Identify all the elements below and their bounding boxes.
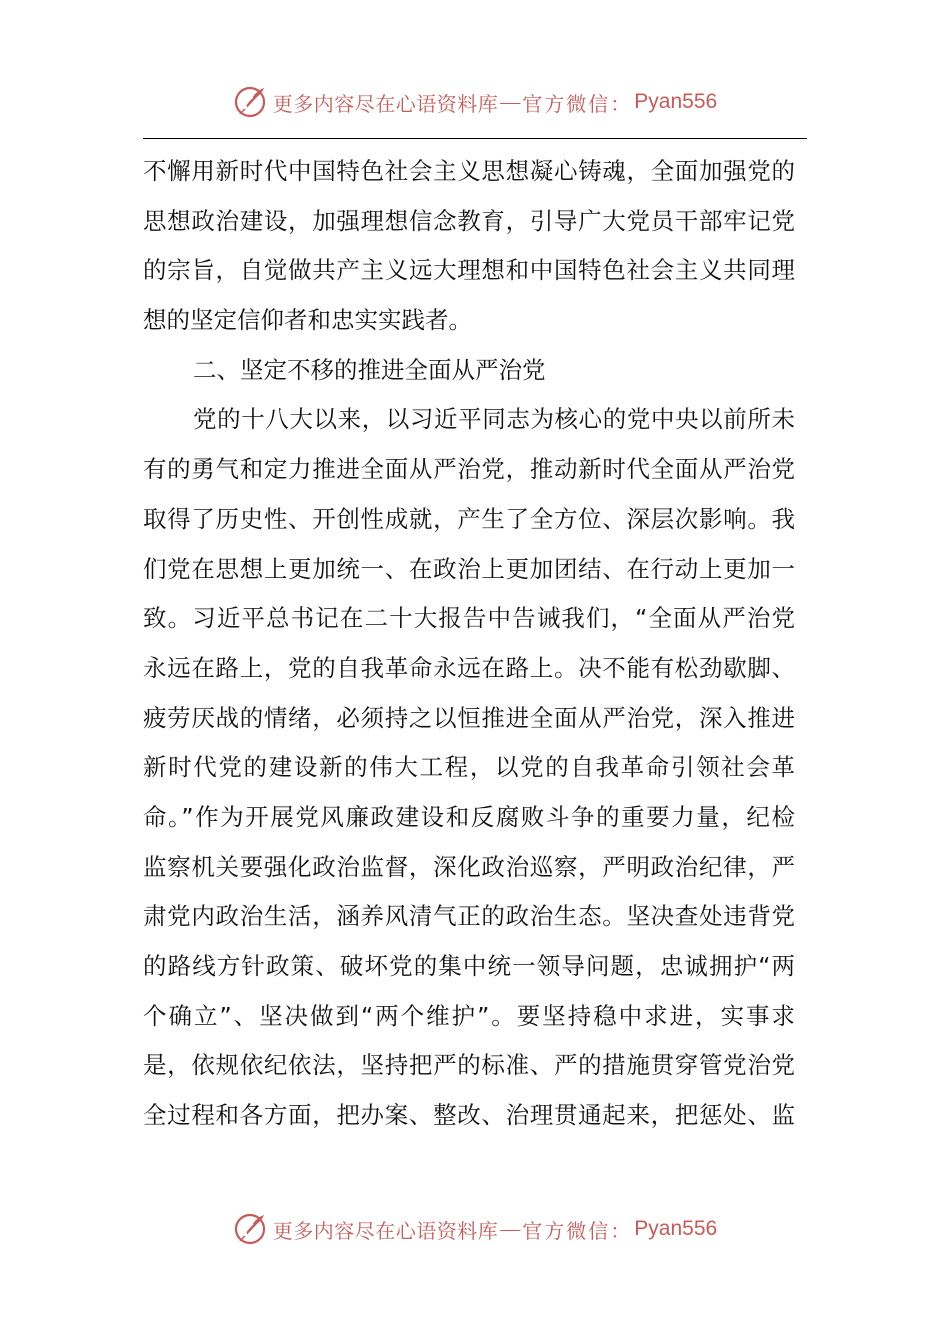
header-banner — [0, 82, 950, 122]
body-line: 有的勇气和定力推进全面从严治党，推动新时代全面从严治党 — [143, 455, 795, 484]
footer-banner — [0, 1209, 950, 1249]
body-line: 命。”作为开展党风廉政建设和反腐败斗争的重要力量，纪检 — [143, 802, 795, 831]
footer-separator: — — [500, 1217, 521, 1240]
body-line: 全过程和各方面，把办案、整改、治理贯通起来，把惩处、监 — [143, 1101, 795, 1130]
body-line: 是，依规依纪依法，坚持把严的标准、严的措施贯穿管党治党 — [143, 1051, 795, 1080]
header-site-text: 更多内容尽在心语资料库 — [272, 91, 499, 116]
body-line: 新时代党的建设新的伟大工程，以党的自我革命引领社会革 — [143, 753, 795, 782]
footer-wechat-account: Pyan556 — [634, 1217, 718, 1240]
quill-pen-logo-icon — [233, 1212, 267, 1246]
header-separator: — — [500, 90, 521, 113]
header-wechat-label: 官方微信： — [522, 91, 633, 116]
body-line: 思想政治建设，加强理想信念教育，引导广大党员干部牢记党 — [143, 206, 795, 235]
body-text — [143, 147, 795, 1141]
section-heading: 二、坚定不移的推进全面从严治党 — [193, 355, 546, 384]
body-line: 监察机关要强化政治监督，深化政治巡察，严明政治纪律，严 — [143, 852, 795, 881]
quill-pen-logo-icon — [233, 85, 267, 119]
body-line: 肃党内政治生活，涵养风清气正的政治生态。坚决查处违背党 — [143, 902, 795, 931]
body-line: 的宗旨，自觉做共产主义远大理想和中国特色社会主义共同理 — [143, 256, 795, 285]
body-line: 疲劳厌战的情绪，必须持之以恒推进全面从严治党，深入推进 — [143, 703, 795, 732]
body-line: 不懈用新时代中国特色社会主义思想凝心铸魂，全面加强党的 — [143, 157, 795, 185]
body-line: 党的十八大以来，以习近平同志为核心的党中央以前所未 — [193, 405, 795, 434]
body-line: 们党在思想上更加统一、在政治上更加团结、在行动上更加一 — [143, 554, 795, 583]
header-wechat-account: Pyan556 — [634, 90, 718, 113]
body-line: 取得了历史性、开创性成就，产生了全方位、深层次影响。我 — [143, 504, 795, 533]
header-rule — [143, 138, 807, 139]
body-line: 永远在路上，党的自我革命永远在路上。决不能有松劲歇脚、 — [143, 653, 795, 682]
footer-site-text: 更多内容尽在心语资料库 — [272, 1218, 499, 1243]
body-line: 想的坚定信仰者和忠实实践者。 — [143, 306, 472, 335]
body-line: 个确立”、坚决做到“两个维护”。要坚持稳中求进，实事求 — [143, 1001, 795, 1030]
footer-wechat-label: 官方微信： — [522, 1218, 633, 1243]
body-line: 的路线方针政策、破坏党的集中统一领导问题，忠诚拥护“两 — [143, 952, 795, 980]
body-line: 致。习近平总书记在二十大报告中告诫我们，“全面从严治党 — [143, 604, 795, 633]
